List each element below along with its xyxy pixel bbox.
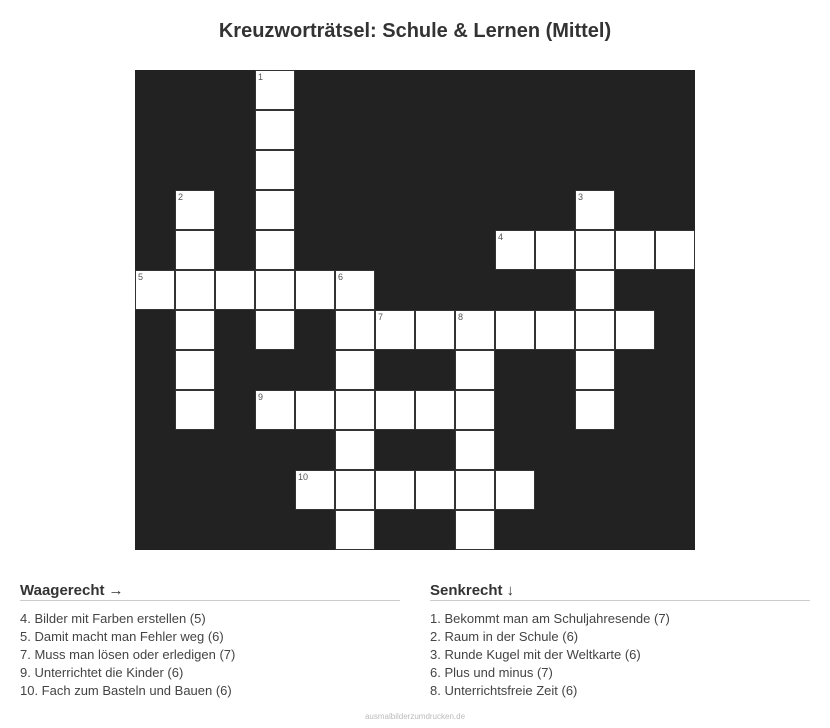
crossword-cell[interactable] (255, 150, 295, 190)
footer-credit: ausmalbilderzumdrucken.de (364, 712, 466, 721)
cell-number: 4 (498, 232, 504, 242)
crossword-cell[interactable] (495, 310, 535, 350)
cell-number: 5 (138, 272, 144, 282)
cell-number: 1 (258, 72, 264, 82)
crossword-cell[interactable] (455, 470, 495, 510)
crossword-cell[interactable] (135, 270, 175, 310)
crossword-cell[interactable] (175, 350, 215, 390)
crossword-cell[interactable] (615, 310, 655, 350)
cell-number: 7 (378, 312, 384, 322)
arrow-right-icon: → (108, 582, 124, 599)
crossword-cell[interactable] (255, 70, 295, 110)
crossword-cell[interactable] (255, 190, 295, 230)
crossword-cell[interactable] (615, 230, 655, 270)
crossword-cell[interactable] (175, 310, 215, 350)
across-clue-list (20, 610, 400, 700)
crossword-cell[interactable] (575, 350, 615, 390)
crossword-cell[interactable] (495, 470, 535, 510)
cell-number: 9 (258, 392, 264, 402)
clue-item: 10. Fach zum Basteln und Bauen (6) (20, 683, 232, 698)
crossword-cell[interactable] (255, 110, 295, 150)
crossword-cell[interactable] (575, 230, 615, 270)
crossword-cell[interactable] (495, 230, 535, 270)
crossword-cell[interactable] (375, 390, 415, 430)
crossword-cell[interactable] (655, 230, 695, 270)
crossword-cell[interactable] (335, 270, 375, 310)
crossword-cell[interactable] (335, 510, 375, 550)
cell-number: 3 (578, 192, 584, 202)
crossword-cell[interactable] (575, 190, 615, 230)
crossword-cell[interactable] (415, 470, 455, 510)
crossword-cell[interactable] (575, 270, 615, 310)
crossword-cell[interactable] (255, 270, 295, 310)
crossword-cell[interactable] (575, 390, 615, 430)
crossword-cell[interactable] (335, 350, 375, 390)
arrow-down-icon: ↓ (506, 582, 515, 599)
clue-item: 7. Muss man lösen oder erledigen (7) (20, 647, 236, 662)
crossword-cell[interactable] (375, 470, 415, 510)
crossword-cell[interactable] (535, 230, 575, 270)
crossword-cell[interactable] (255, 390, 295, 430)
down-heading-label: Senkrecht (430, 582, 503, 599)
down-clue-list (430, 610, 810, 700)
clue-item: 2. Raum in der Schule (6) (430, 629, 579, 644)
crossword-cell[interactable] (335, 430, 375, 470)
page-title: Kreuzworträtsel: Schule & Lernen (Mittel) (218, 20, 612, 42)
crossword-cell[interactable] (415, 310, 455, 350)
clue-item: 3. Runde Kugel mit der Weltkarte (6) (430, 647, 641, 662)
crossword-cell[interactable] (255, 230, 295, 270)
clue-item: 6. Plus und minus (7) (430, 665, 553, 680)
crossword-cell[interactable] (255, 310, 295, 350)
crossword-cell[interactable] (455, 390, 495, 430)
crossword-cell[interactable] (335, 470, 375, 510)
crossword-cell[interactable] (455, 310, 495, 350)
cell-number: 2 (178, 192, 184, 202)
crossword-cell[interactable] (455, 510, 495, 550)
crossword-grid (135, 70, 695, 550)
crossword-cell[interactable] (375, 310, 415, 350)
crossword-cell[interactable] (175, 230, 215, 270)
crossword-cell[interactable] (415, 390, 455, 430)
down-heading (430, 582, 810, 601)
crossword-cell[interactable] (295, 270, 335, 310)
clue-item: 4. Bilder mit Farben erstellen (5) (20, 611, 206, 626)
crossword-cell[interactable] (295, 390, 335, 430)
crossword-cell[interactable] (175, 390, 215, 430)
cell-number: 8 (458, 312, 464, 322)
clue-item: 1. Bekommt man am Schuljahresende (7) (430, 611, 670, 626)
crossword-cell[interactable] (335, 310, 375, 350)
down-clues-section (430, 582, 810, 700)
crossword-cell[interactable] (455, 430, 495, 470)
crossword-cell[interactable] (295, 470, 335, 510)
cell-number: 6 (338, 272, 344, 282)
crossword-cell[interactable] (535, 310, 575, 350)
crossword-cell[interactable] (575, 310, 615, 350)
clue-item: 5. Damit macht man Fehler weg (6) (20, 629, 224, 644)
crossword-cell[interactable] (335, 390, 375, 430)
across-heading-label: Waagerecht (20, 582, 105, 599)
crossword-cell[interactable] (455, 350, 495, 390)
across-clues-section (20, 582, 400, 700)
crossword-cell[interactable] (215, 270, 255, 310)
clue-item: 9. Unterrichtet die Kinder (6) (20, 665, 184, 680)
clue-item: 8. Unterrichtsfreie Zeit (6) (430, 683, 578, 698)
crossword-cell[interactable] (175, 190, 215, 230)
across-heading (20, 582, 400, 601)
crossword-cell[interactable] (175, 270, 215, 310)
cell-number: 10 (298, 472, 309, 482)
